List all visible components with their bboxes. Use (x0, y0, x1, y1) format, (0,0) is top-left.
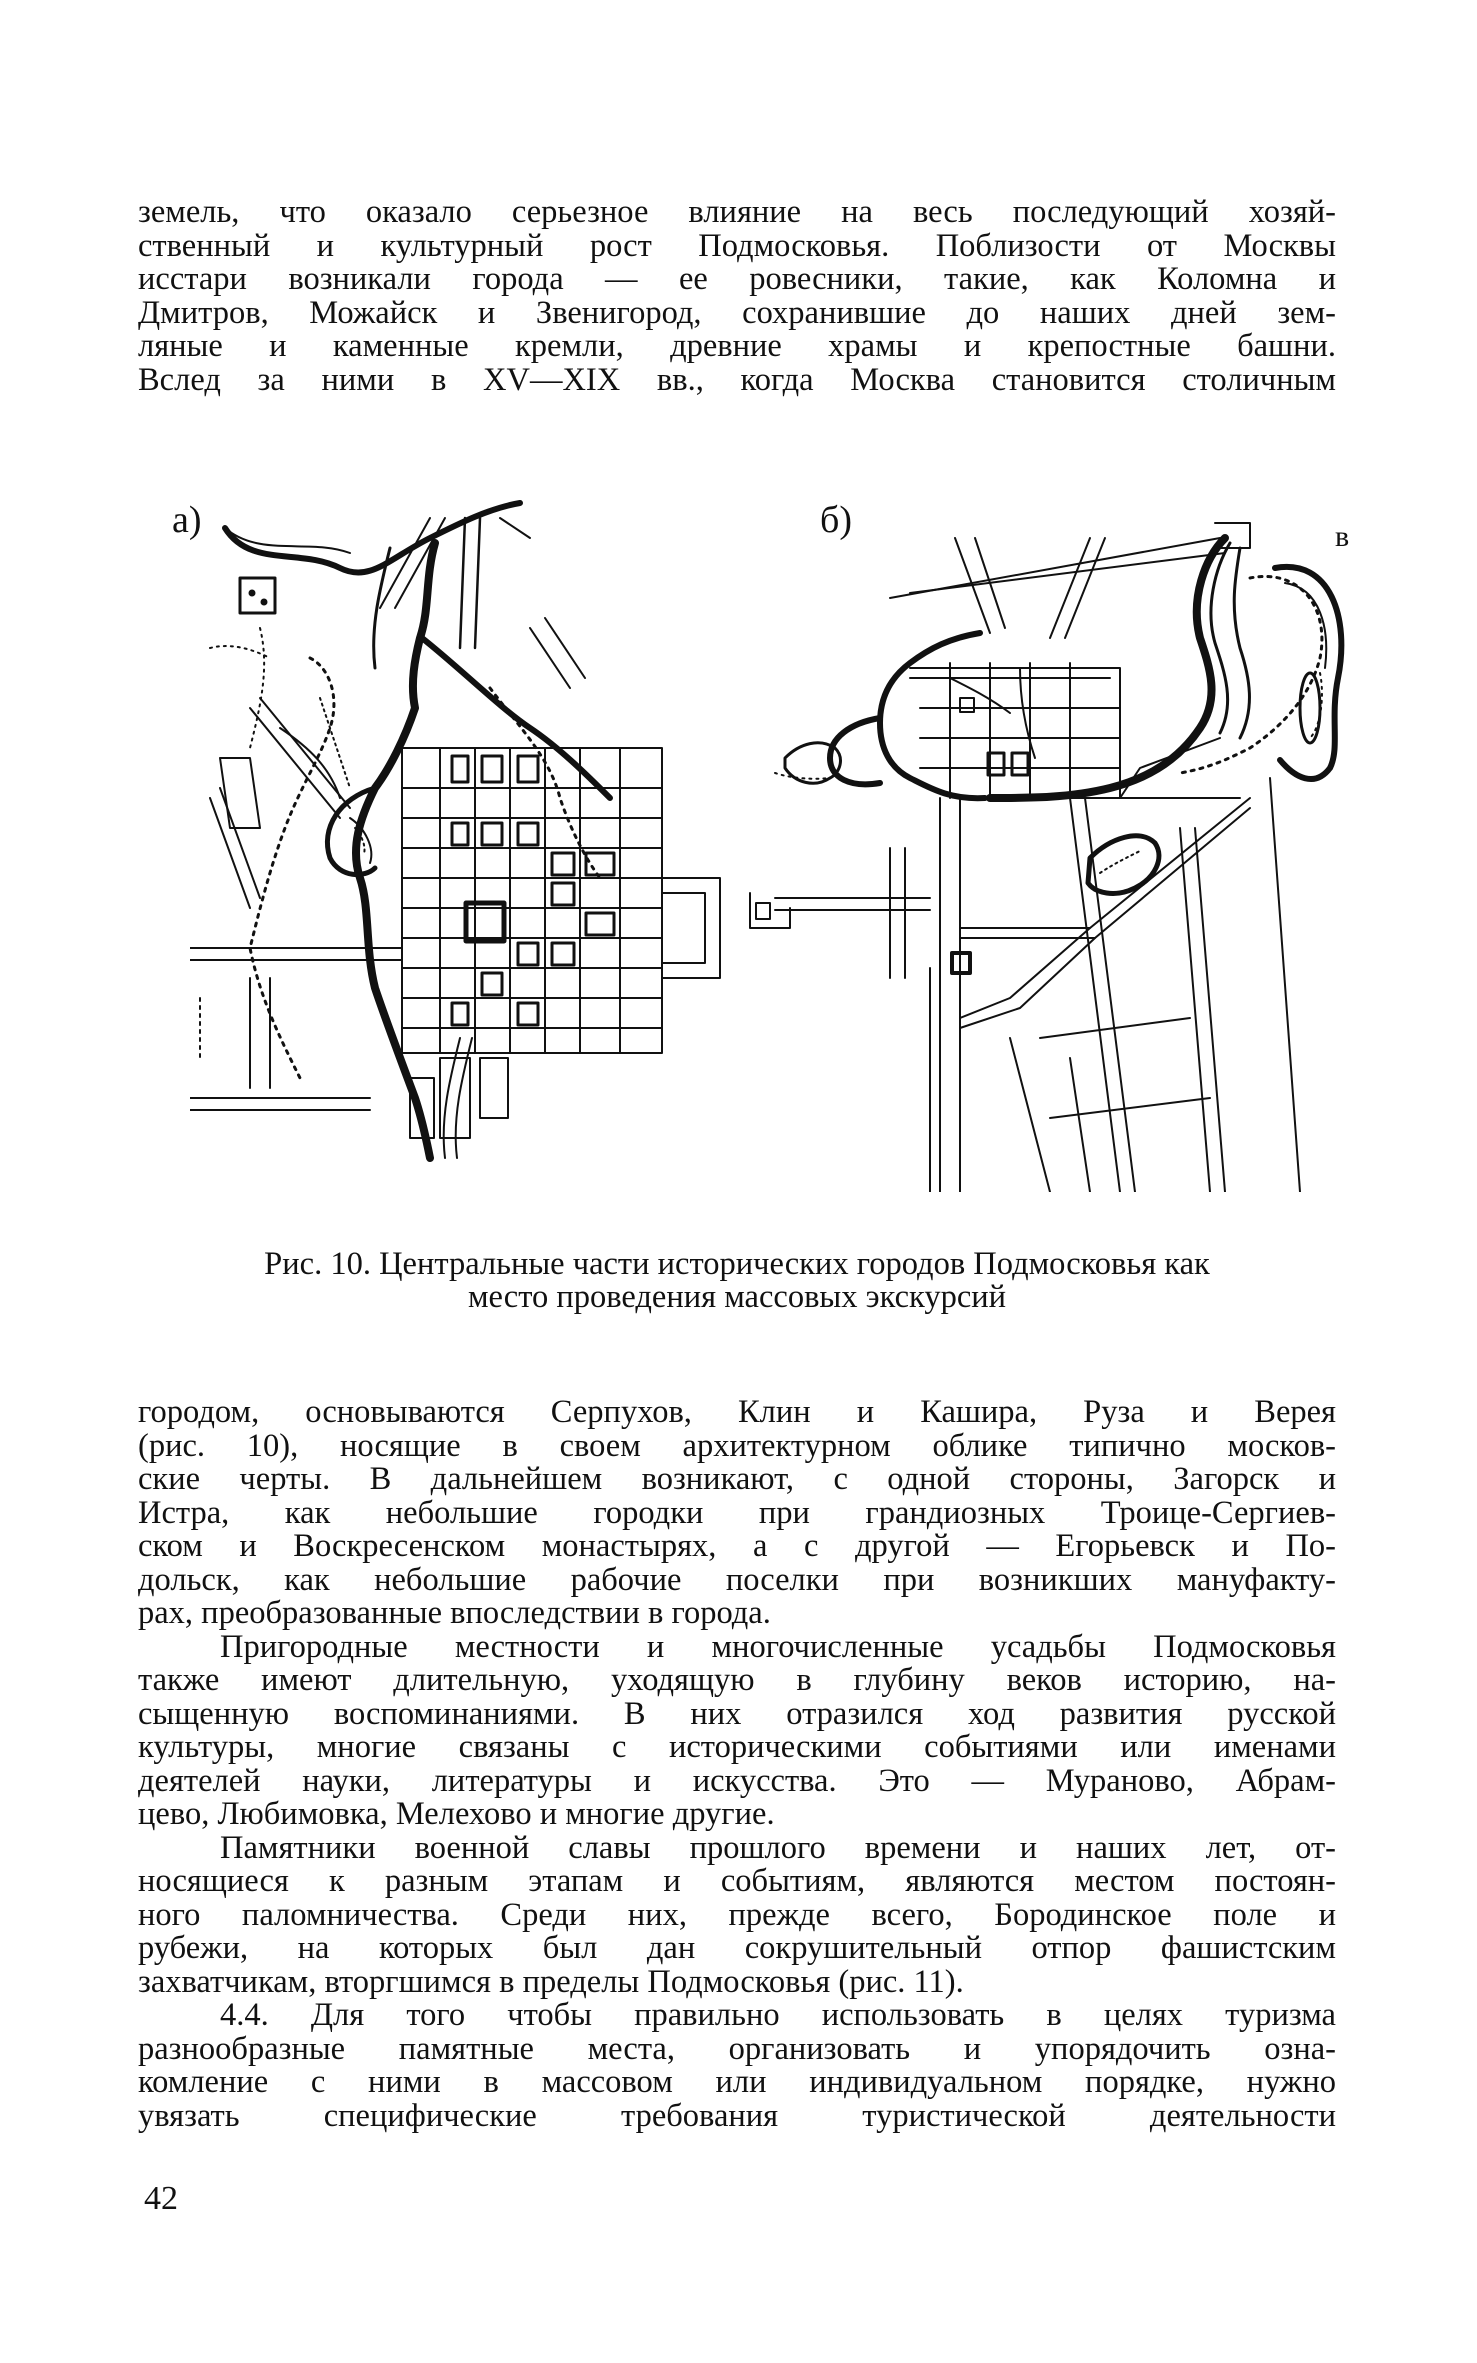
pond-b (1088, 836, 1159, 894)
city-plans-drawing (190, 498, 1360, 1192)
text-line: Пригородные местности и многочисленные усадьбы Подмосковья (220, 1628, 1336, 1665)
rampart-dotted-a (250, 658, 334, 1078)
page-number: 42 (144, 2180, 178, 2217)
caption-line: Рис. 10. Центральные части исторических городов Подмосковья как (264, 1246, 1210, 1282)
text-line: 4.4. Для того чтобы правильно использовать в целях туризма (220, 1997, 1336, 2033)
text-line: дольск, как небольшие рабочие поселки при возникших мануфакту- (138, 1561, 1336, 1598)
text-line: рах, преобразованные впоследствии в города. (138, 1595, 771, 1631)
top-paragraph (138, 196, 1336, 397)
text-line: Дмитров, Можайск и Звенигород, сохранившие до наших дней зем- (138, 294, 1336, 331)
text-line: ственный и культурный рост Подмосковья. Поблизости от Москвы (138, 227, 1336, 264)
paragraph (138, 1999, 1336, 2133)
text-line: культуры, многие связаны с историческими событиями или именами (138, 1729, 1336, 1765)
river-a-north (225, 503, 520, 573)
text-line: ляные и каменные кремли, древние храмы и крепостные башни. (138, 328, 1336, 364)
paragraph (138, 1829, 1336, 2000)
text-line: цево, Любимовка, Мелехово и многие другие. (138, 1796, 775, 1832)
figure-label-b: б) (820, 499, 852, 541)
kremlin-b-wall (880, 633, 985, 798)
text-line: комление с ними в массовом или индивидуальном порядке, нужно (138, 2064, 1336, 2100)
river-a-east (422, 638, 610, 798)
text-line: (рис. 10), носящие в своем архитектурном облике типично москов- (138, 1427, 1336, 1464)
text-line: носящиеся к разным этапам и событиям, являются местом постоян- (138, 1863, 1336, 1899)
figure-caption (138, 1248, 1336, 1314)
paragraph (138, 1628, 1336, 1832)
paragraph (138, 1396, 1336, 1631)
body-text (138, 1396, 1336, 2133)
text-line: Памятники военной славы прошлого времени и наших лет, от- (220, 1829, 1336, 1866)
monastery-square-a (240, 578, 275, 613)
text-line: сыщенную воспоминаниями. В них отразился ход развития русской (138, 1695, 1336, 1732)
text-line: Истра, как небольшие городки при грандиозных Троице-Сергиев- (138, 1494, 1336, 1531)
plan-b (750, 523, 1341, 1192)
caption-line: место проведения массовых экскурсий (467, 1279, 1007, 1315)
figure-label-a: а) (172, 499, 202, 541)
text-line: земель, что оказало серьезное влияние на весь последующий хозяй- (138, 194, 1336, 230)
figure-label-v: в (1335, 520, 1350, 553)
text-line: ного паломничества. Среди них, прежде всего, Бородинское поле и (138, 1896, 1336, 1933)
text-line: исстари возникали города — ее ровесники, такие, как Коломна и (138, 261, 1336, 297)
text-line: также имеют длительную, уходящую в глубину веков историю, на- (138, 1662, 1336, 1698)
text-line: разнообразные памятные места, организовать и упорядочить озна- (138, 2030, 1336, 2067)
text-line: деятелей науки, литературы и искусства. Это — Мураново, Абрам- (138, 1762, 1336, 1799)
text-line: захватчикам, вторгшимся в пределы Подмосковья (рис. 11). (138, 1963, 964, 2000)
text-line: ском и Воскресенском монастырях, а с другой — Егорьевск и По- (138, 1528, 1336, 1564)
text-line: ские черты. В дальнейшем возникают, с одной стороны, Загорск и (138, 1461, 1336, 1497)
figure-10-city-plans (172, 498, 1360, 1192)
text-line: рубежи, на которых был дан сокрушительный отпор фашистским (138, 1930, 1336, 1966)
text-line: городом, основываются Серпухов, Клин и Кашира, Руза и Верея (138, 1394, 1336, 1430)
text-line: увязать специфические требования туристической деятельности (138, 2097, 1336, 2134)
text-line: Вслед за ними в XV—XIX вв., когда Москва становится столичным (138, 361, 1336, 398)
plan-a (190, 503, 720, 1158)
